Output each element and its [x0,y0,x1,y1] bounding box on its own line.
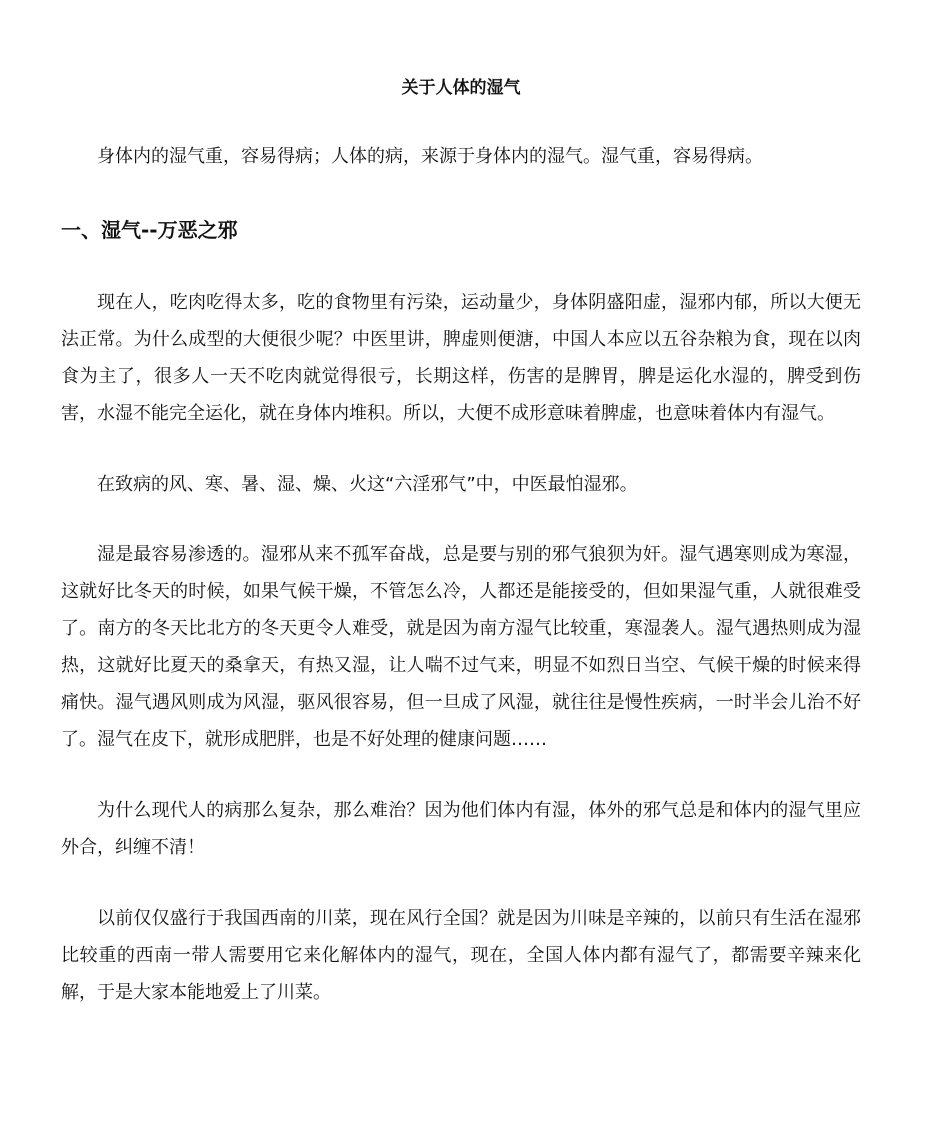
paragraph-diet: 现在人，吃肉吃得太多，吃的食物里有污染，运动量少，身体阴盛阳虚，湿邪内郁，所以大便无法正常。为什么成型的大便很少呢？中医里讲，脾虚则便溏，中国人本应以五谷杂粮为食，现在以肉食为主了，很多人一天不吃肉就觉得很亏，长期这样，伤害的是脾胃，脾是运化水湿的，脾受到伤害，水湿不能完全运化，就在身体内堆积。所以，大便不成形意味着脾虚，也意味着体内有湿气。 [61,292,861,424]
paragraph-modern-illness: 为什么现代人的病那么复杂，那么难治？因为他们体内有湿，体外的邪气总是和体内的湿气里应外合，纠缠不清！ [61,800,861,858]
intro-paragraph: 身体内的湿气重，容易得病；人体的病，来源于身体内的湿气。湿气重，容易得病。 [97,146,763,167]
section-heading: 一、湿气--万恶之邪 [61,218,238,242]
paragraph-six-evils: 在致病的风、寒、暑、湿、燥、火这“六淫邪气”中，中医最怕湿邪。 [97,474,638,495]
paragraph-sichuan-cuisine: 以前仅仅盛行于我国西南的川菜，现在风行全国？就是因为川味是辛辣的，以前只有生活在湿邪比较重的西南一带人需要用它来化解体内的湿气，现在，全国人体内都有湿气了，都需要辛辣来化解，于是大家本能地爱上了川菜。 [61,908,861,1003]
paragraph-dampness-penetrates: 湿是最容易渗透的。湿邪从来不孤军奋战，总是要与别的邪气狼狈为奸。湿气遇寒则成为寒湿，这就好比冬天的时候，如果气候干燥，不管怎么冷，人都还是能接受的，但如果湿气重，人就很难受了。南方的冬天比北方的冬天更令人难受，就是因为南方湿气比较重，寒湿袭人。湿气遇热则成为湿热，这就好比夏天的桑拿天，有热又湿，让人喘不过气来，明显不如烈日当空、气候干燥的时候来得痛快。湿气遇风则成为风湿，驱风很容易，但一旦成了风湿，就往往是慢性疾病，一时半会儿治不好了。湿气在皮下，就形成肥胖，也是不好处理的健康问题…… [61,544,861,750]
document-title: 关于人体的湿气 [401,78,521,98]
